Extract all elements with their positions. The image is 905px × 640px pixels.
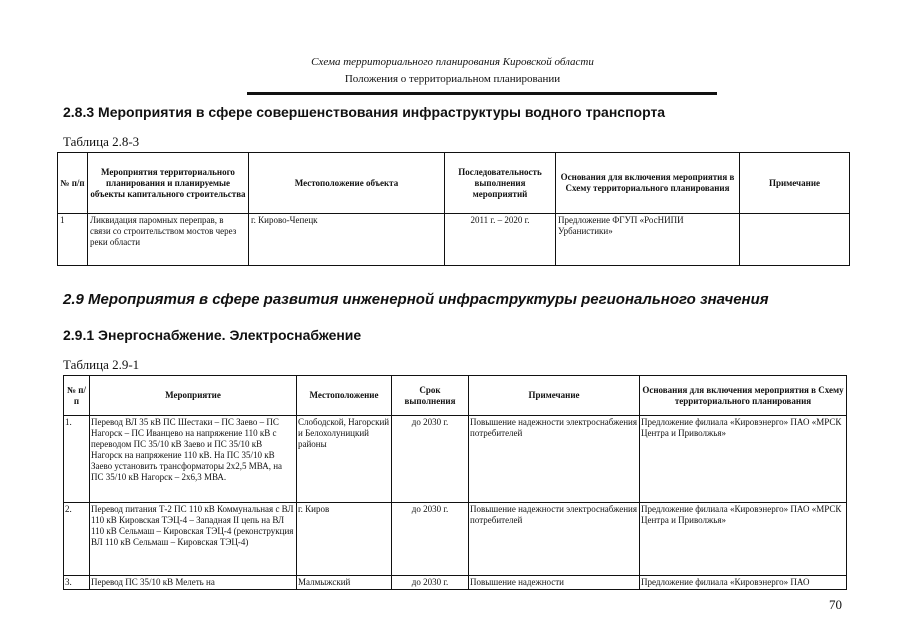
table-cell: Перевод питания Т-2 ПС 110 кВ Коммунальная с ВЛ 110 кВ Кировская ТЭЦ-4 – Западная II цепь на ВЛ 110 кВ Сельмаш – Кировская ТЭЦ-4 (реконструкция ВЛ 110 кВ Сельмаш – Кировская ТЭЦ-4) xyxy=(90,503,297,576)
column-header: Мероприятие xyxy=(90,376,297,416)
column-header: № п/п xyxy=(58,153,88,214)
column-header: Последовательность выполнения мероприятий xyxy=(445,153,556,214)
table-2-8-3 xyxy=(57,152,850,266)
table-cell-number: 1 xyxy=(58,214,88,266)
table-cell: до 2030 г. xyxy=(392,503,469,576)
table-row xyxy=(58,214,850,266)
column-header: Мероприятия территориального планирования и планируемые объекты капитального строительства xyxy=(88,153,249,214)
heading-2-9-1: 2.9.1 Энергоснабжение. Электроснабжение xyxy=(63,327,362,343)
heading-2-9: 2.9 Мероприятия в сфере развития инженерной инфраструктуры регионального значения xyxy=(63,291,769,308)
table-cell: Ликвидация паромных переправ, в связи со строительством мостов через реки области xyxy=(88,214,249,266)
column-header: Основания для включения мероприятия в Схему территориального планирования xyxy=(640,376,847,416)
table-cell: Перевод ВЛ 35 кВ ПС Шестаки – ПС Заево – ПС Нагорск – ПС Иванцево на напряжение 110 кВ с переводом ПС 35/10 кВ Заево и ПС 35/10 кВ Нагорск на напряжение 110 кВ. На ПС 35/10 кВ Заево установить трансформаторы 2x2,5 МВА, на ПС 35/10 кВ Нагорск – 2x6,3 МВА. xyxy=(90,416,297,503)
table-row xyxy=(64,576,847,590)
column-header: Примечание xyxy=(469,376,640,416)
table-cell: Малмыжский xyxy=(297,576,392,590)
table-cell-number: 2. xyxy=(64,503,90,576)
page-number: 70 xyxy=(829,597,842,612)
column-header: Примечание xyxy=(740,153,850,214)
table-cell: Повышение надежности xyxy=(469,576,640,590)
table-cell: Перевод ПС 35/10 кВ Мелеть на xyxy=(90,576,297,590)
table-header-row xyxy=(64,376,847,416)
table-caption-2-8-3: Таблица 2.8-3 xyxy=(63,134,140,149)
column-header: Местоположение xyxy=(297,376,392,416)
table-cell: Предложение филиала «Кировэнерго» ПАО «МРСК Центра и Приволжья» xyxy=(640,503,847,576)
running-header-title: Схема территориального планирования Кировской области xyxy=(311,56,594,68)
table-cell: Слободской, Нагорский и Белохолуницкий районы xyxy=(297,416,392,503)
heading-2-8-3: 2.8.3 Мероприятия в сфере совершенствования инфраструктуры водного транспорта xyxy=(63,104,666,120)
table-cell: Повышение надежности электроснабжения потребителей xyxy=(469,503,640,576)
table-row xyxy=(64,503,847,576)
table-cell: г. Киров xyxy=(297,503,392,576)
table-cell: 2011 г. – 2020 г. xyxy=(445,214,556,266)
table-row xyxy=(64,416,847,503)
table-cell xyxy=(740,214,850,266)
column-header: № п/п xyxy=(64,376,90,416)
column-header: Местоположение объекта xyxy=(249,153,445,214)
table-cell-number: 1. xyxy=(64,416,90,503)
table-caption-2-9-1: Таблица 2.9-1 xyxy=(63,357,140,372)
table-cell-number: 3. xyxy=(64,576,90,590)
column-header: Основания для включения мероприятия в Схему территориального планирования xyxy=(556,153,740,214)
table-cell: Повышение надежности электроснабжения потребителей xyxy=(469,416,640,503)
table-cell: Предложение ФГУП «РосНИПИ Урбанистики» xyxy=(556,214,740,266)
table-2-9-1 xyxy=(63,375,847,590)
table-cell: г. Кирово-Чепецк xyxy=(249,214,445,266)
table-header-row xyxy=(58,153,850,214)
running-header-section: Положения о территориальном планировании xyxy=(344,73,561,85)
column-header: Срок выполнения xyxy=(392,376,469,416)
table-cell: до 2030 г. xyxy=(392,416,469,503)
table-cell: Предложение филиала «Кировэнерго» ПАО «МРСК Центра и Приволжья» xyxy=(640,416,847,503)
table-cell: до 2030 г. xyxy=(392,576,469,590)
header-rule xyxy=(247,92,717,95)
table-cell: Предложение филиала «Кировэнерго» ПАО xyxy=(640,576,847,590)
